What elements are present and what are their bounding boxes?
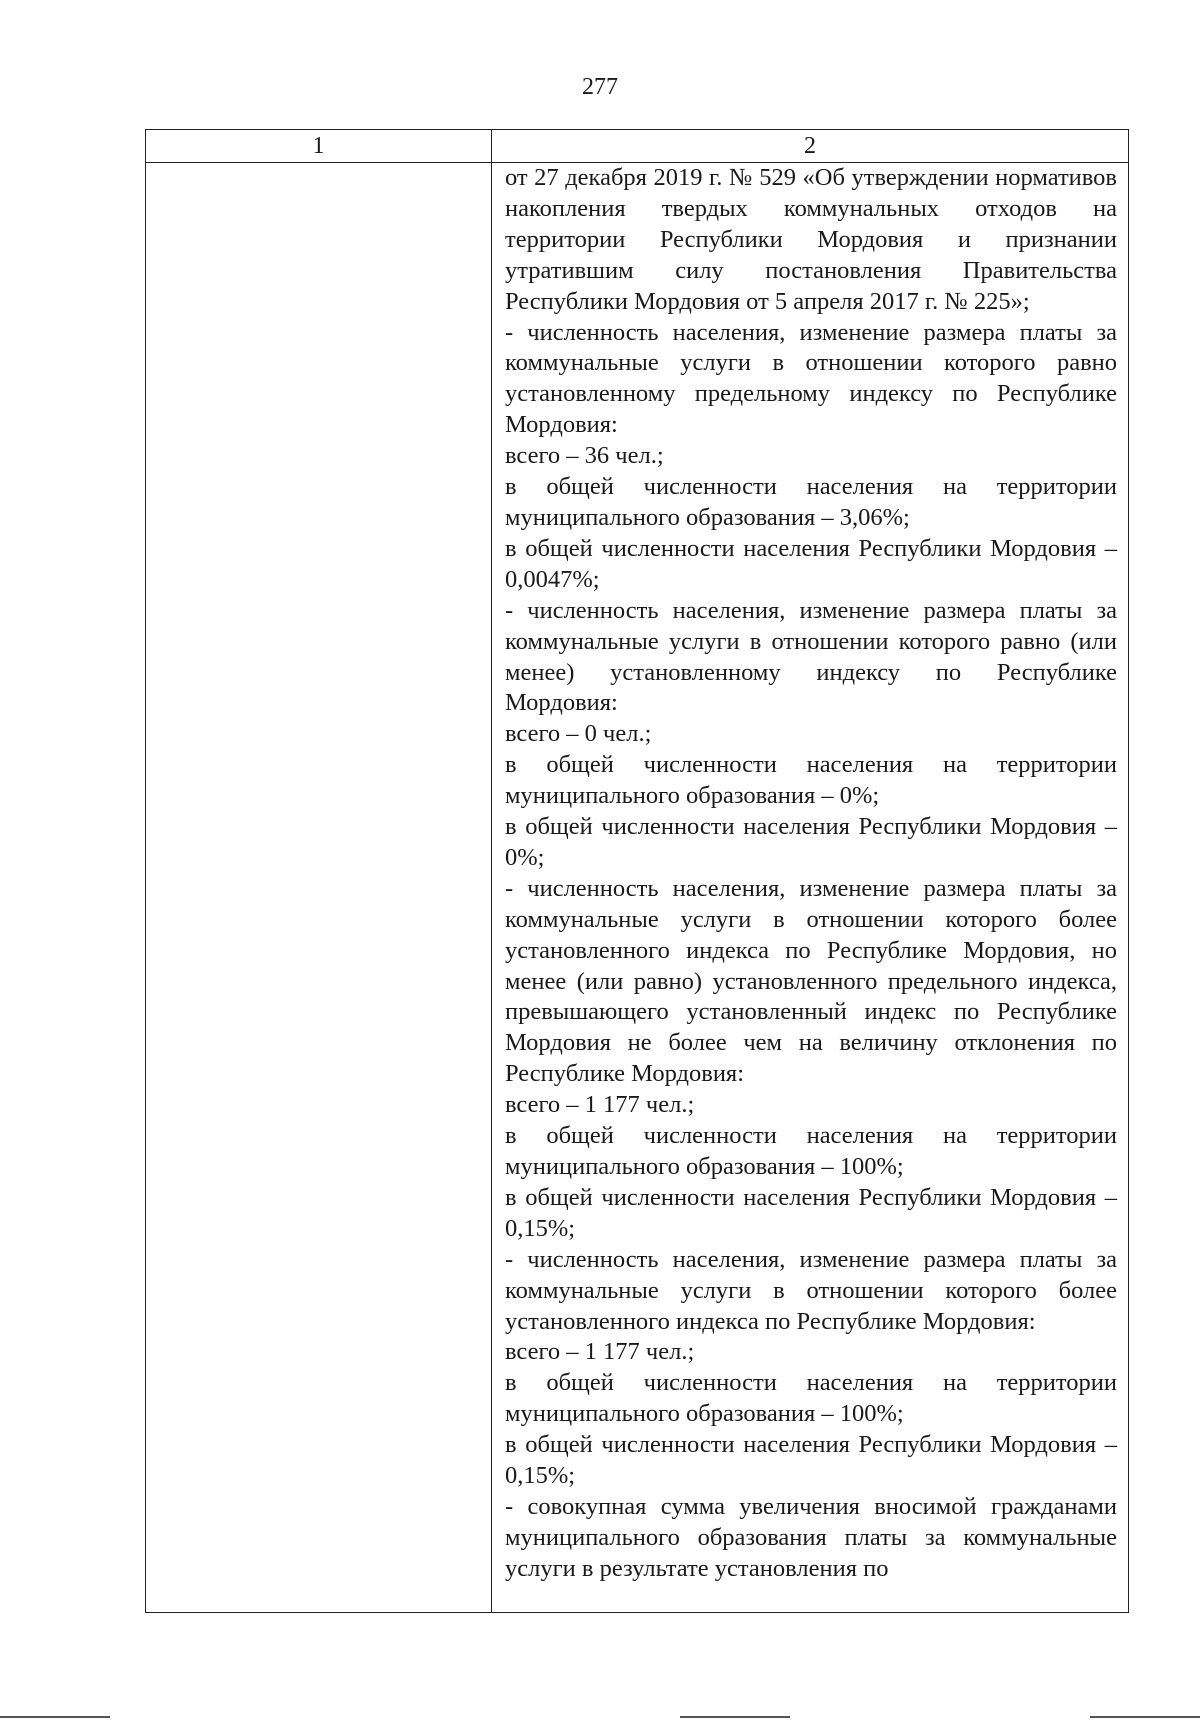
paragraph: в общей численности населения Республики Мордовия – 0,0047%; bbox=[505, 534, 1117, 593]
paragraph: в общей численности населения на территории муниципального образования – 100%; bbox=[505, 1369, 1117, 1428]
paragraph: - численность населения, изменение размера платы за коммунальные услуги в отношении которого более установленного индекса по Республике Мордовия, но менее (или равно) установленного предельного индекса, превышающего установленный индекс по Республике Мордовия не более чем на величину отклонения по Республике Мордовия: bbox=[505, 874, 1117, 1088]
paragraph: в общей численности населения Республики Мордовия – 0,15%; bbox=[505, 1431, 1117, 1490]
scan-edge-mark-center bbox=[680, 1716, 790, 1718]
paragraph: - совокупная сумма увеличения вносимой гражданами муниципального образования платы за коммунальные услуги в результате установления по bbox=[505, 1492, 1117, 1582]
paragraph: от 27 декабря 2019 г. № 529 «Об утверждении нормативов накопления твердых коммунальных отходов на территории Республики Мордовия и признании утратившим силу постановления Правительства Республики Мордовия от 5 апреля 2017 г. № 225»; bbox=[505, 164, 1117, 315]
paragraph: в общей численности населения на территории муниципального образования – 3,06%; bbox=[505, 473, 1117, 531]
paragraph: в общей численности населения на территории муниципального образования – 100%; bbox=[505, 1122, 1117, 1180]
table-cell-column-2 bbox=[505, 163, 1117, 1585]
paragraph: всего – 1 177 чел.; bbox=[505, 1091, 695, 1119]
paragraph: всего – 36 чел.; bbox=[505, 442, 664, 470]
paragraph: всего – 1 177 чел.; bbox=[505, 1338, 695, 1366]
table-header-cell-1: 1 bbox=[312, 133, 325, 159]
table-header-row bbox=[146, 130, 1128, 163]
paragraph: всего – 0 чел.; bbox=[505, 720, 652, 748]
paragraph: - численность населения, изменение размера платы за коммунальные услуги в отношении которого равно установленному предельному индексу по Республике Мордовия: bbox=[505, 318, 1117, 439]
document-table bbox=[145, 129, 1129, 1613]
paragraph: в общей численности населения Республики Мордовия – 0,15%; bbox=[505, 1183, 1117, 1242]
paragraph: в общей численности населения Республики Мордовия – 0%; bbox=[505, 813, 1117, 871]
scan-edge-mark-left bbox=[0, 1716, 110, 1718]
page-number: 277 bbox=[582, 74, 618, 100]
paragraph: в общей численности населения на территории муниципального образования – 0%; bbox=[505, 751, 1117, 810]
paragraph: - численность населения, изменение размера платы за коммунальные услуги в отношении которого равно (или менее) установленному индексу по Республике Мордовия: bbox=[505, 596, 1117, 717]
column-divider bbox=[491, 130, 492, 1612]
table-header-cell-2: 2 bbox=[804, 133, 816, 159]
paragraph: - численность населения, изменение размера платы за коммунальные услуги в отношении которого более установленного индекса по Республике Мордовия: bbox=[505, 1245, 1117, 1335]
scan-edge-mark-right bbox=[1090, 1716, 1200, 1718]
